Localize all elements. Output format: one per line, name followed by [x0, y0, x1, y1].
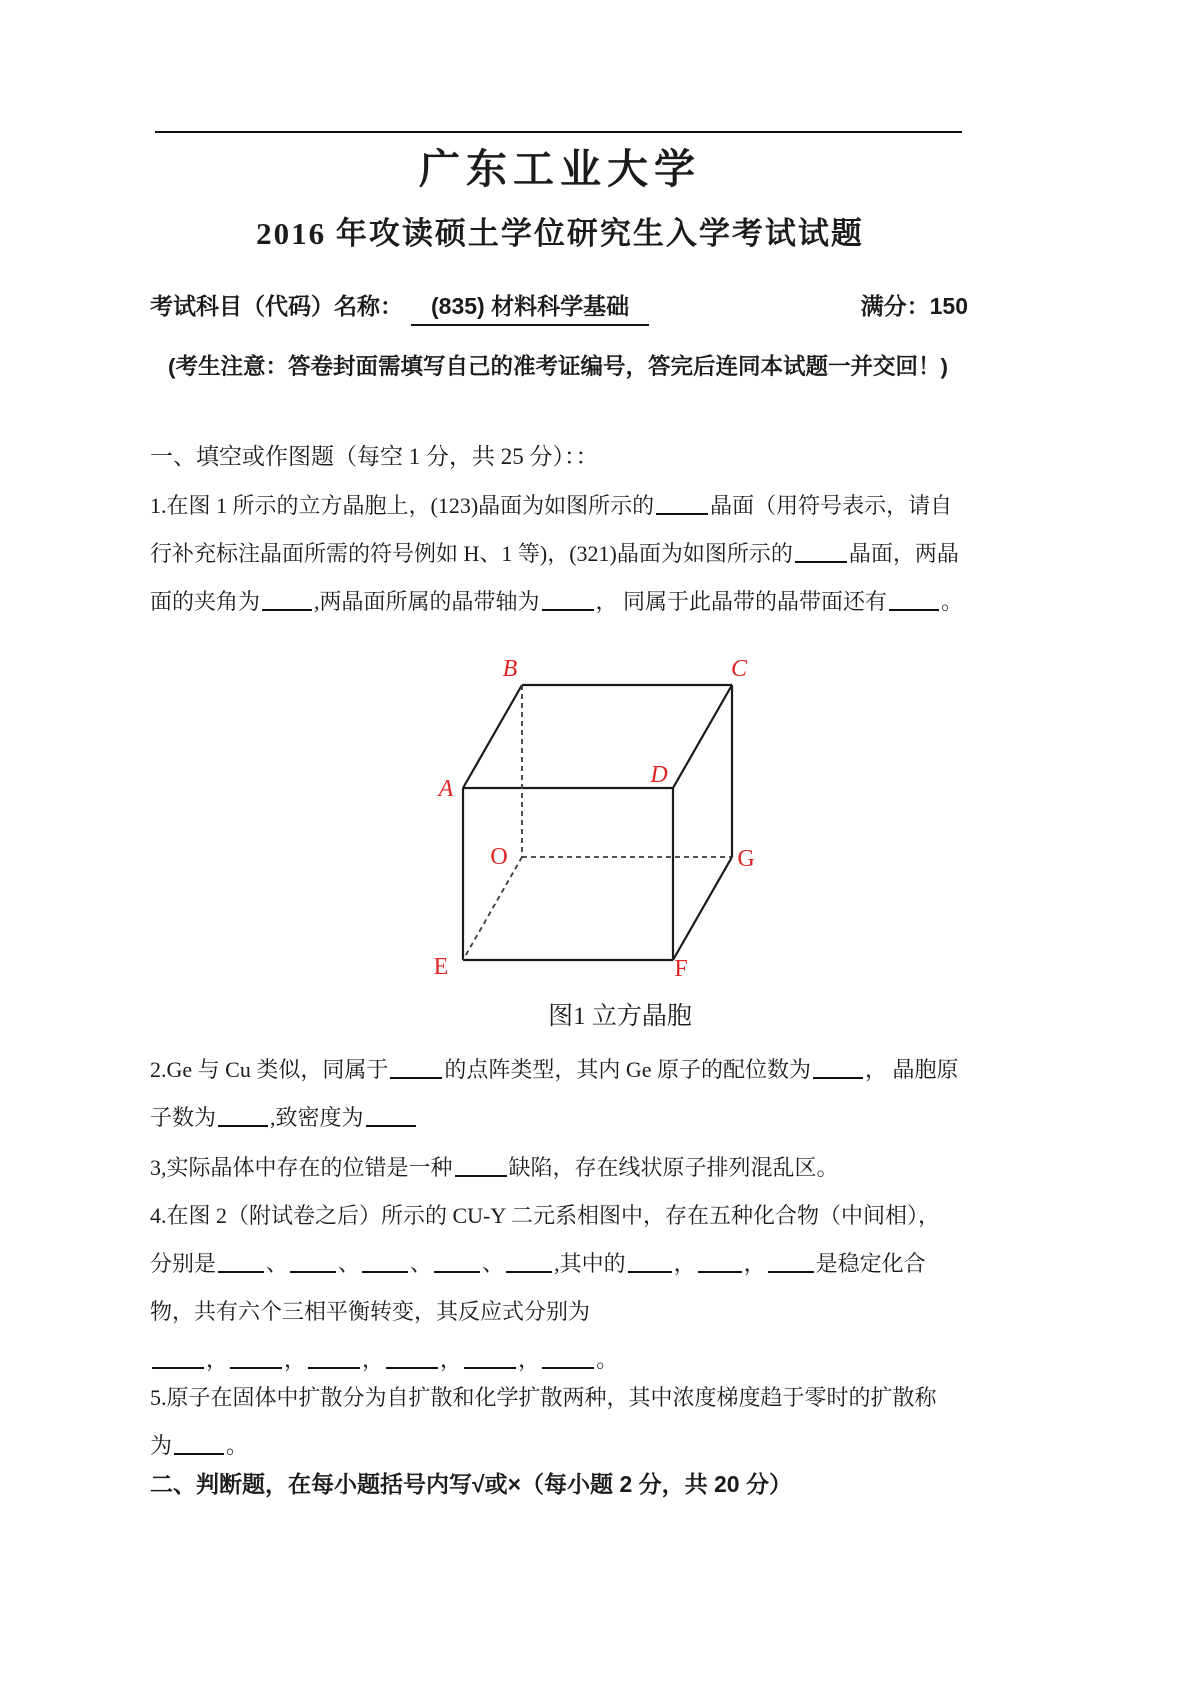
- blank-line: [362, 1271, 408, 1273]
- blank-line: [628, 1271, 672, 1273]
- text-line: 3,实际晶体中存在的位错是一种 缺陷，存在线状原子排列混乱区。: [150, 1155, 839, 1180]
- question-2: [150, 1046, 972, 1142]
- blank-line: [455, 1175, 507, 1177]
- blank-line: [308, 1367, 360, 1369]
- text-line: 物，共有六个三相平衡转变，其反应式分别为: [150, 1299, 591, 1324]
- blank-line: [464, 1367, 516, 1369]
- vertex-label-a: A: [438, 776, 454, 802]
- vertex-label-c: C: [730, 656, 748, 682]
- section1-heading: 一、填空或作图题（每空 1 分，共 25 分）：：: [150, 444, 599, 469]
- text-line: 1.在图 1 所示的立方晶胞上，(123)晶面为如图所示的 晶面（用符号表示，请自: [150, 493, 953, 518]
- section2-heading: 二、判断题，在每小题括号内写√或×（每小题 2 分，共 20 分）: [150, 1471, 792, 1497]
- vertex-label-o: O: [490, 844, 508, 870]
- blank-line: [698, 1271, 742, 1273]
- text-line: 分别是 、 、 、 、 ,其中的 ， ， 是稳定化合: [150, 1251, 926, 1276]
- cube-hidden-edge: [463, 857, 522, 960]
- header-rule: [155, 131, 962, 133]
- blank-line: [542, 1367, 594, 1369]
- blank-line: [218, 1125, 268, 1127]
- question-5: [150, 1374, 972, 1470]
- text-line: 行补充标注晶面所需的符号例如 H、1 等)，(321)晶面为如图所示的 晶面，两晶: [150, 541, 959, 566]
- blank-line: [656, 513, 708, 515]
- blank-line: [230, 1367, 282, 1369]
- cube-hidden-edges: [463, 685, 732, 960]
- subject-label: 考试科目（代码）名称：: [150, 293, 403, 319]
- blank-line: [506, 1271, 552, 1273]
- cube-vertex-labels: [434, 656, 755, 982]
- blank-line: [174, 1453, 224, 1455]
- cube-edge: [673, 685, 732, 788]
- total-score: 满分：150: [860, 293, 968, 319]
- candidate-notice: (考生注意：答卷封面需填写自己的准考证编号，答完后连同本试题一并交回！): [168, 354, 948, 379]
- blank-line: [813, 1077, 863, 1079]
- blank-line: [290, 1271, 336, 1273]
- vertex-label-g: G: [737, 846, 755, 872]
- cube-solid-edges: [463, 685, 732, 960]
- text-line: 5.原子在固体中扩散分为自扩散和化学扩散两种，其中浓度梯度趋于零时的扩散称: [150, 1385, 937, 1410]
- text-line: 4.在图 2（附试卷之后）所示的 CU-Y 二元系相图中，存在五种化合物（中间相），: [150, 1203, 940, 1228]
- blank-line: [390, 1077, 442, 1079]
- blank-line: [889, 609, 939, 611]
- question-4: [150, 1192, 972, 1384]
- question-1: [150, 482, 972, 626]
- university-title: 广东工业大学: [419, 146, 701, 192]
- cube-figure: [398, 608, 818, 993]
- blank-line: [152, 1367, 204, 1369]
- blank-line: [795, 561, 847, 563]
- blank-line: [218, 1271, 264, 1273]
- blank-line: [366, 1125, 416, 1127]
- text-line: 为 。: [150, 1433, 249, 1458]
- question-3: [150, 1144, 972, 1192]
- vertex-label-f: F: [674, 956, 688, 982]
- vertex-label-e: E: [433, 954, 449, 980]
- exam-title: 2016 年攻读硕土学位研究生入学考试试题: [256, 216, 864, 251]
- text-line: 子数为 ,致密度为: [150, 1094, 972, 1142]
- cube-edge: [673, 857, 732, 960]
- text-line: 2.Ge 与 Cu 类似，同属于 的点阵类型，其内 Ge 原子的配位数为 ， 晶胞原: [150, 1057, 959, 1082]
- blank-line: [768, 1271, 814, 1273]
- blank-line: [262, 609, 312, 611]
- figure-caption: 图1 立方晶胞: [548, 1003, 692, 1030]
- vertex-label-d: D: [650, 762, 668, 788]
- text-line: ， ， ， ， ， 。: [150, 1336, 972, 1384]
- cube-edge: [463, 685, 522, 788]
- blank-line: [434, 1271, 480, 1273]
- vertex-label-b: B: [502, 656, 518, 682]
- subject-row: [150, 288, 970, 326]
- text-line: 面的夹角为 ,两晶面所属的晶带轴为 ， 同属于此晶带的晶带面还有 。: [150, 589, 964, 614]
- blank-line: [386, 1367, 438, 1369]
- subject-code-name: (835) 材料科学基础: [411, 288, 649, 326]
